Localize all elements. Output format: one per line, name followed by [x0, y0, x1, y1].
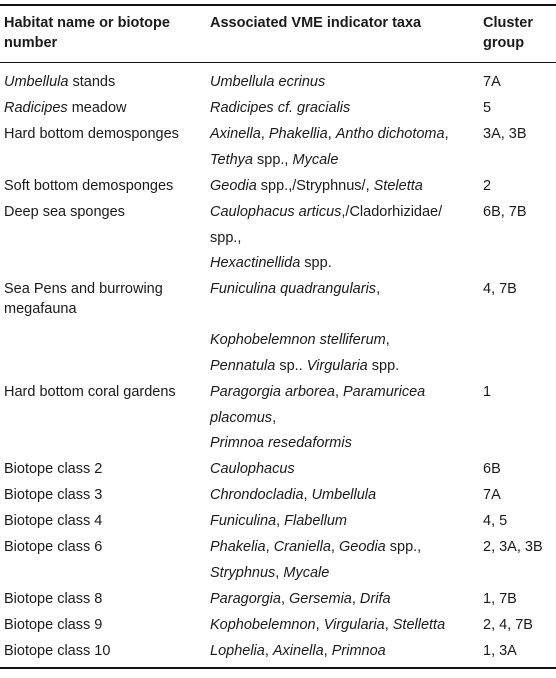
italic-text: Umbellula [311, 487, 377, 503]
italic-text: Lophelia [210, 643, 265, 659]
header-rule [0, 62, 556, 63]
italic-text: Stelletta [392, 617, 446, 633]
habitat-cell [4, 537, 102, 557]
taxa-cell [210, 150, 338, 170]
italic-text: Primnoa resedaformis [210, 435, 352, 451]
cluster-cell: 6B [483, 461, 501, 477]
taxa-cell [210, 228, 241, 248]
italic-text: Funiculina quadrangularis [210, 281, 377, 297]
habitat-cell [4, 124, 179, 144]
habitat-cell [4, 641, 110, 661]
italic-text: Phakelia [210, 539, 266, 555]
italic-text: Radicipes cf. gracialis [210, 100, 351, 116]
text: , [327, 126, 336, 142]
table-top-rule [0, 4, 556, 6]
cluster-cell: 1, 3A [483, 643, 517, 659]
taxa-cell [210, 176, 423, 196]
taxa-cell [210, 124, 449, 144]
habitat-cell [4, 485, 102, 505]
text: Hard bottom coral gardens [4, 384, 176, 400]
text: meadow [67, 100, 127, 116]
italic-text: Mycale [292, 152, 339, 168]
habitat-cell [4, 511, 102, 531]
italic-text: Tethya [210, 152, 253, 168]
table-bottom-rule [0, 667, 556, 669]
cluster-cell: 5 [483, 100, 492, 116]
taxa-cell [210, 589, 391, 609]
italic-text: Funiculina [210, 513, 277, 529]
cluster-cell: 7A [483, 487, 501, 503]
taxa-cell [210, 279, 380, 299]
habitat-cell [4, 459, 102, 479]
text: , [385, 332, 390, 348]
italic-text: Paragorgia [210, 591, 281, 607]
text: , [260, 126, 269, 142]
text: , [275, 565, 284, 581]
habitat-cell [4, 202, 125, 222]
habitat-cell [4, 382, 176, 402]
cluster-cell: 1 [483, 384, 492, 400]
taxa-cell [210, 485, 376, 505]
italic-text: Steletta [373, 178, 423, 194]
taxa-cell [210, 356, 399, 376]
italic-text: Drifa [359, 591, 391, 607]
text: Biotope class 3 [4, 487, 103, 503]
italic-text: Geodia [338, 539, 386, 555]
habitat-cell [4, 615, 102, 635]
habitat-cell [4, 72, 115, 92]
italic-text: Mycale [283, 565, 330, 581]
header-taxa-label: Associated VME indicator taxa [210, 15, 422, 31]
taxa-cell [210, 511, 347, 531]
text: , [444, 126, 449, 142]
cluster-cell: 6B, 7B [483, 204, 527, 220]
italic-text: Virgularia [306, 358, 368, 374]
taxa-cell [210, 202, 442, 222]
taxa-cell [210, 98, 350, 118]
taxa-cell [210, 537, 421, 557]
taxa-cell [210, 615, 445, 635]
italic-text: Gersemia [289, 591, 352, 607]
text: , [272, 410, 277, 426]
cluster-cell: 2, 4, 7B [483, 617, 533, 633]
text: , [265, 539, 274, 555]
italic-text: Stryphnus [210, 565, 276, 581]
text: , [323, 643, 332, 659]
habitat-cell [4, 589, 102, 609]
text: , [276, 513, 285, 529]
cluster-cell: 7A [483, 74, 501, 90]
taxa-cell [210, 330, 390, 350]
text: spp., [385, 539, 422, 555]
taxa-cell [210, 382, 425, 402]
habitat-cell-line2 [4, 299, 77, 319]
italic-text: Antho dichotoma [335, 126, 445, 142]
header-habitat-line1: Habitat name or biotope [4, 15, 170, 31]
text: Soft bottom demosponges [4, 178, 174, 194]
text: , [330, 539, 339, 555]
text: , [351, 591, 360, 607]
text: spp.,/Stryphnus/, [256, 178, 374, 194]
italic-text: Kophobelemnon stelliferum [210, 332, 386, 348]
italic-text: Caulophacus [210, 461, 295, 477]
italic-text: Paragorgia arborea [210, 384, 335, 400]
text: ,/Cladorhizidae/ [341, 204, 443, 220]
cluster-cell: 2, 3A, 3B [483, 539, 543, 555]
text: , [334, 384, 344, 400]
text: megafauna [4, 301, 77, 317]
habitat-cell [4, 98, 127, 118]
taxa-cell [210, 641, 386, 661]
header-cluster-line2: group [483, 35, 525, 51]
italic-text: placomus [210, 410, 273, 426]
header-cluster [483, 13, 533, 53]
taxa-cell [210, 459, 295, 479]
text: Biotope class 10 [4, 643, 111, 659]
text: Hard bottom demosponges [4, 126, 179, 142]
italic-text: Craniella [273, 539, 331, 555]
italic-text: Paramuricea [343, 384, 426, 400]
italic-text: Geodia [210, 178, 257, 194]
text: sp.. [275, 358, 307, 374]
italic-text: Umbellula [4, 74, 69, 90]
italic-text: Pennatula [210, 358, 276, 374]
habitat-cell [4, 176, 173, 196]
italic-text: Virgularia [323, 617, 385, 633]
text: , [376, 281, 381, 297]
italic-text: Umbellula ecrinus [210, 74, 326, 90]
taxa-cell [210, 72, 325, 92]
text: , [264, 643, 273, 659]
text: Biotope class 2 [4, 461, 103, 477]
cluster-cell: 1, 7B [483, 591, 517, 607]
cluster-cell: 4, 7B [483, 281, 517, 297]
header-habitat [4, 13, 170, 53]
text: spp. [300, 255, 332, 271]
text: , [280, 591, 289, 607]
header-habitat-line2: number [4, 35, 58, 51]
italic-text: Chrondocladia [210, 487, 304, 503]
text: Sea Pens and burrowing [4, 281, 163, 297]
cluster-cell: 3A, 3B [483, 126, 527, 142]
text: , [384, 617, 393, 633]
text: spp. [367, 358, 400, 374]
text: Biotope class 8 [4, 591, 103, 607]
italic-text: Axinella [272, 643, 324, 659]
habitat-cell [4, 279, 163, 299]
header-cluster-line1: Cluster [483, 15, 533, 31]
text: , [303, 487, 312, 503]
italic-text: Kophobelemnon [210, 617, 316, 633]
cluster-cell: 2 [483, 178, 492, 194]
italic-text: Hexactinellida [210, 255, 301, 271]
text: Biotope class 6 [4, 539, 103, 555]
italic-text: Caulophacus articus [210, 204, 342, 220]
italic-text: Axinella [210, 126, 261, 142]
text: Deep sea sponges [4, 204, 125, 220]
italic-text: Phakellia [268, 126, 328, 142]
italic-text: Primnoa [331, 643, 386, 659]
text: Biotope class 9 [4, 617, 103, 633]
cluster-cell: 4, 5 [483, 513, 508, 529]
text: spp., [210, 230, 242, 246]
text: Biotope class 4 [4, 513, 103, 529]
text: spp., [253, 152, 293, 168]
header-taxa [210, 13, 421, 33]
italic-text: Flabellum [284, 513, 348, 529]
text: stands [68, 74, 116, 90]
taxa-cell [210, 563, 329, 583]
taxa-cell [210, 253, 332, 273]
text: , [315, 617, 324, 633]
taxa-cell [210, 433, 352, 453]
italic-text: Radicipes [4, 100, 68, 116]
taxa-cell [210, 408, 276, 428]
